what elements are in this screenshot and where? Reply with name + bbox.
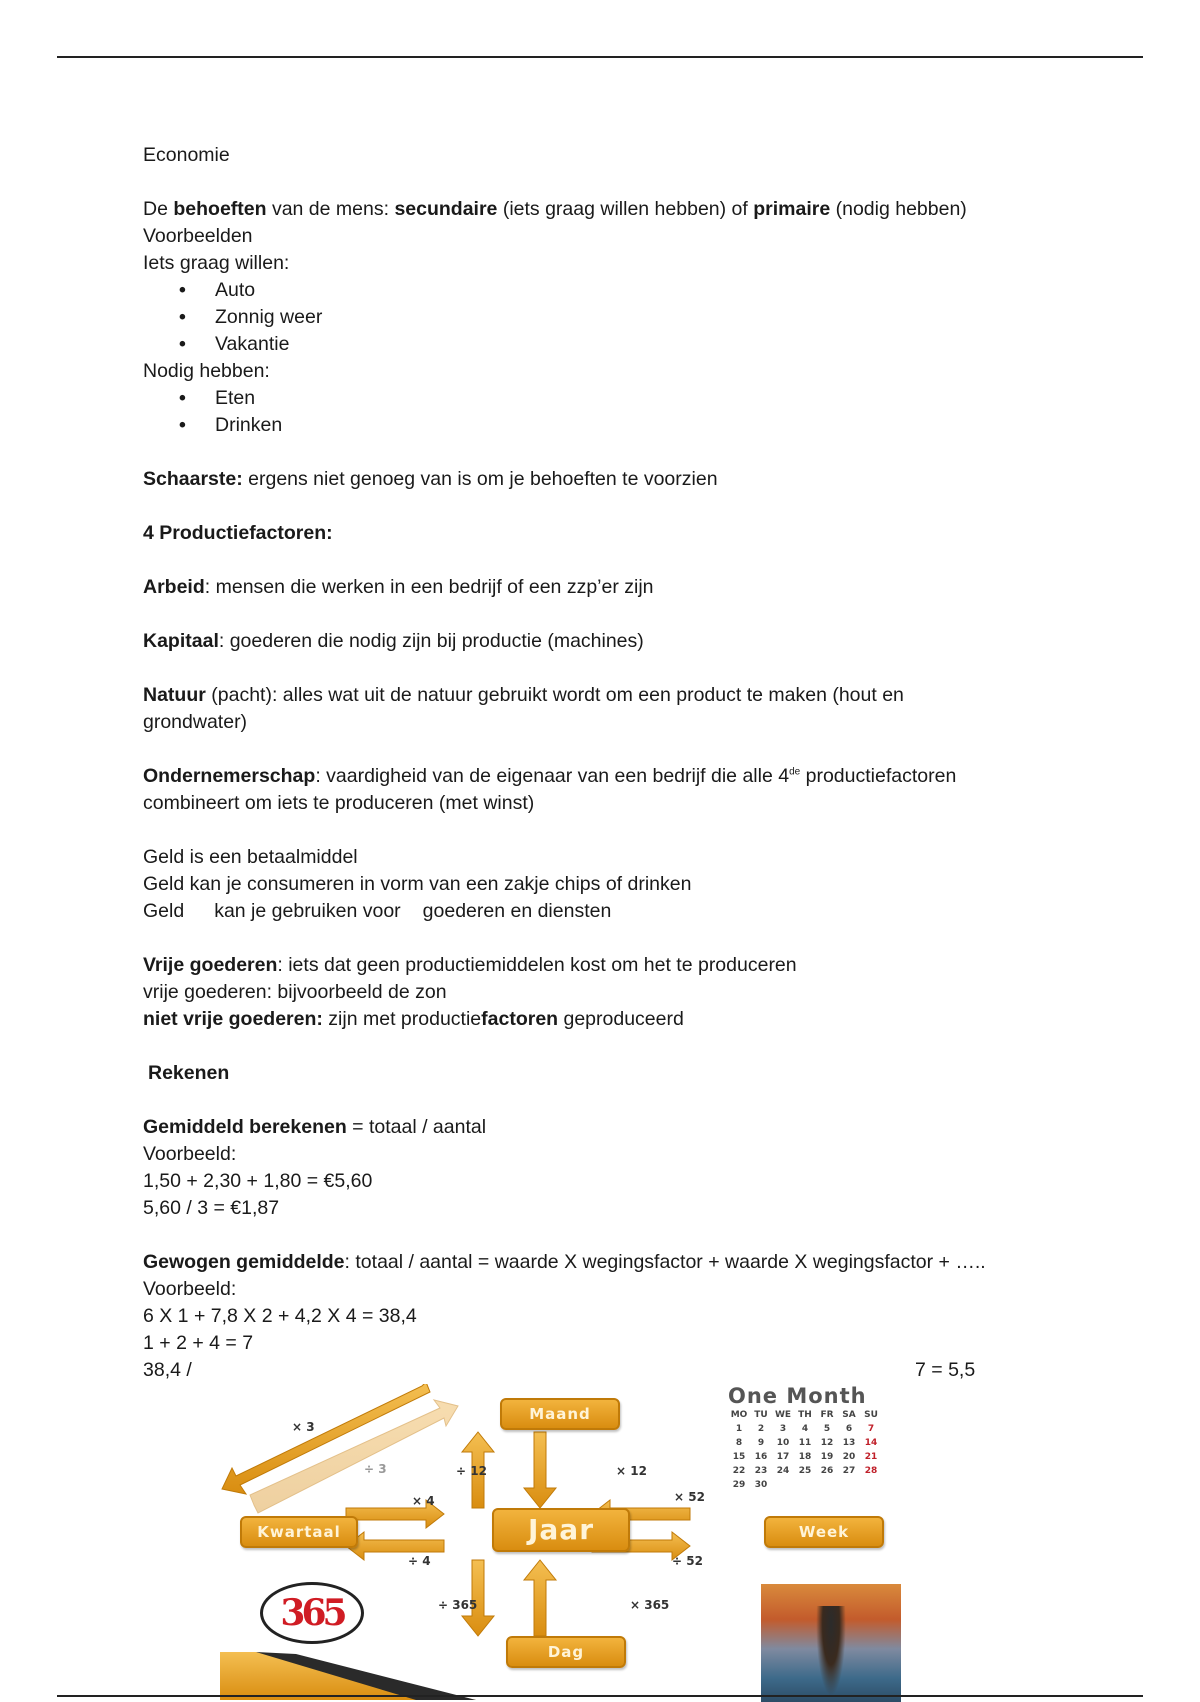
calendar-date: 10	[776, 1438, 790, 1448]
calendar-date: 2	[757, 1424, 765, 1434]
examples-label: Voorbeelden	[143, 225, 253, 247]
need-list	[143, 385, 1043, 439]
example1-label: Voorbeeld:	[143, 1143, 237, 1165]
average-paragraph: Gemiddeld berekenen = totaal / aantal	[143, 1116, 487, 1138]
calendar-day: MO	[730, 1410, 748, 1420]
need-label: Nodig hebben:	[143, 360, 270, 382]
calendar-day: WE	[774, 1410, 792, 1420]
calendar-day: SA	[842, 1410, 856, 1420]
time-conversion-diagram	[216, 1384, 904, 1700]
arrow-x12	[524, 1432, 556, 1508]
calendar-date: 8	[735, 1438, 743, 1448]
factors-heading: 4 Productiefactoren:	[143, 522, 333, 544]
list-item: • Zonnig weer	[215, 304, 1043, 331]
calendar-day: SU	[864, 1410, 878, 1420]
calendar-date: 14	[864, 1438, 878, 1448]
box-kwartaal: Kwartaal	[240, 1516, 358, 1548]
label-div12: ÷ 12	[456, 1464, 487, 1478]
calendar-date: 17	[776, 1452, 790, 1462]
calendar-date: 23	[754, 1466, 768, 1476]
list-item: • Eten	[215, 385, 1043, 412]
needs-paragraph: De behoeften van de mens: secundaire (iets graag willen hebben) of primaire (nodig hebben)	[143, 198, 967, 220]
arrow-x365	[524, 1560, 556, 1636]
calendar-date: 30	[754, 1480, 768, 1490]
doc-title: Economie	[143, 144, 230, 166]
nature-paragraph: Natuur (pacht): alles wat uit de natuur gebruikt wordt om een product te maken (hout en grondwater)	[143, 684, 904, 733]
want-label: Iets graag willen:	[143, 252, 290, 274]
scarcity-paragraph: Schaarste: ergens niet genoeg van is om je behoeften te voorzien	[143, 468, 718, 490]
calendar-date: 26	[820, 1466, 834, 1476]
calendar-date: 3	[779, 1424, 787, 1434]
label-x3: × 3	[292, 1420, 315, 1434]
seasons-tree-image	[761, 1584, 901, 1702]
calendar-date: 16	[754, 1452, 768, 1462]
entrepreneurship-paragraph: Ondernemerschap: vaardigheid van de eigenaar van een bedrijf die alle 4de productiefactoren combineert om iets te produceren (met winst)	[143, 765, 957, 814]
top-rule	[57, 56, 1143, 58]
label-div365: ÷ 365	[438, 1598, 478, 1612]
document-body	[143, 142, 1043, 1384]
list-item: • Vakantie	[215, 331, 1043, 358]
label-x12: × 12	[616, 1464, 647, 1478]
money-line-3: Geld kan je gebruiken voor goederen en diensten	[143, 900, 612, 922]
calendar-date: 18	[798, 1452, 812, 1462]
calendar-date: 6	[845, 1424, 853, 1434]
list-item: • Drinken	[215, 412, 1043, 439]
label-x52: × 52	[674, 1490, 705, 1504]
calendar-date: 25	[798, 1466, 812, 1476]
calendar-day: TH	[798, 1410, 812, 1420]
example1-line: 5,60 / 3 = €1,87	[143, 1197, 280, 1219]
calendar-date: 19	[820, 1452, 834, 1462]
label-div3: ÷ 3	[364, 1462, 387, 1476]
calendar-date: 21	[864, 1452, 878, 1462]
calendar-date: 9	[757, 1438, 765, 1448]
example2-line: 1 + 2 + 4 = 7	[143, 1332, 254, 1354]
example2-line: 6 X 1 + 7,8 X 2 + 4,2 X 4 = 38,4	[143, 1305, 417, 1327]
calendar-date: 27	[842, 1466, 856, 1476]
money-line-2: Geld kan je consumeren in vorm van een zakje chips of drinken	[143, 873, 692, 895]
box-jaar: Jaar	[492, 1508, 630, 1552]
bottom-rule	[57, 1695, 1143, 1697]
calendar-day: TU	[754, 1410, 768, 1420]
calendar-date: 1	[735, 1424, 743, 1434]
calendar-date: 12	[820, 1438, 834, 1448]
box-dag: Dag	[506, 1636, 626, 1668]
calendar-day: FR	[820, 1410, 834, 1420]
tree-silhouette	[816, 1606, 846, 1696]
calendar-date: 5	[823, 1424, 831, 1434]
money-line-1: Geld is een betaalmiddel	[143, 846, 358, 868]
labour-paragraph: Arbeid: mensen die werken in een bedrijf of een zzp’er zijn	[143, 576, 654, 598]
box-maand: Maand	[500, 1398, 620, 1430]
calendar-date: 20	[842, 1452, 856, 1462]
logo-365: 365	[260, 1582, 364, 1644]
label-x4: × 4	[412, 1494, 435, 1508]
label-div52: ÷ 52	[672, 1554, 703, 1568]
calendar-grid	[728, 1408, 908, 1492]
example2-last-line: 38,4 / 7 = 5,5	[143, 1359, 976, 1381]
non-free-goods-paragraph: niet vrije goederen: zijn met productiefactoren geproduceerd	[143, 1008, 684, 1030]
example2-label: Voorbeeld:	[143, 1278, 237, 1300]
label-div4: ÷ 4	[408, 1554, 431, 1568]
calendar-date: 28	[864, 1466, 878, 1476]
calendar-date: 7	[867, 1424, 875, 1434]
calendar-date: 24	[776, 1466, 790, 1476]
calendar-date: 4	[801, 1424, 809, 1434]
calc-heading: Rekenen	[148, 1062, 230, 1084]
want-list	[143, 277, 1043, 358]
free-goods-paragraph: Vrije goederen: iets dat geen productiemiddelen kost om het te produceren	[143, 954, 797, 976]
calendar-date: 22	[732, 1466, 746, 1476]
calendar-date: 15	[732, 1452, 746, 1462]
calendar-date: 11	[798, 1438, 812, 1448]
example1-line: 1,50 + 2,30 + 1,80 = €5,60	[143, 1170, 373, 1192]
free-goods-example: vrije goederen: bijvoorbeeld de zon	[143, 981, 447, 1003]
calendar-date: 13	[842, 1438, 856, 1448]
box-week: Week	[764, 1516, 884, 1548]
weighted-paragraph: Gewogen gemiddelde: totaal / aantal = waarde X wegingsfactor + waarde X wegingsfactor + …..	[143, 1251, 986, 1273]
calendar	[728, 1384, 908, 1492]
calendar-title: One Month	[728, 1384, 867, 1408]
label-x365: × 365	[630, 1598, 670, 1612]
capital-paragraph: Kapitaal: goederen die nodig zijn bij productie (machines)	[143, 630, 644, 652]
list-item: • Auto	[215, 277, 1043, 304]
calendar-date: 29	[732, 1480, 746, 1490]
